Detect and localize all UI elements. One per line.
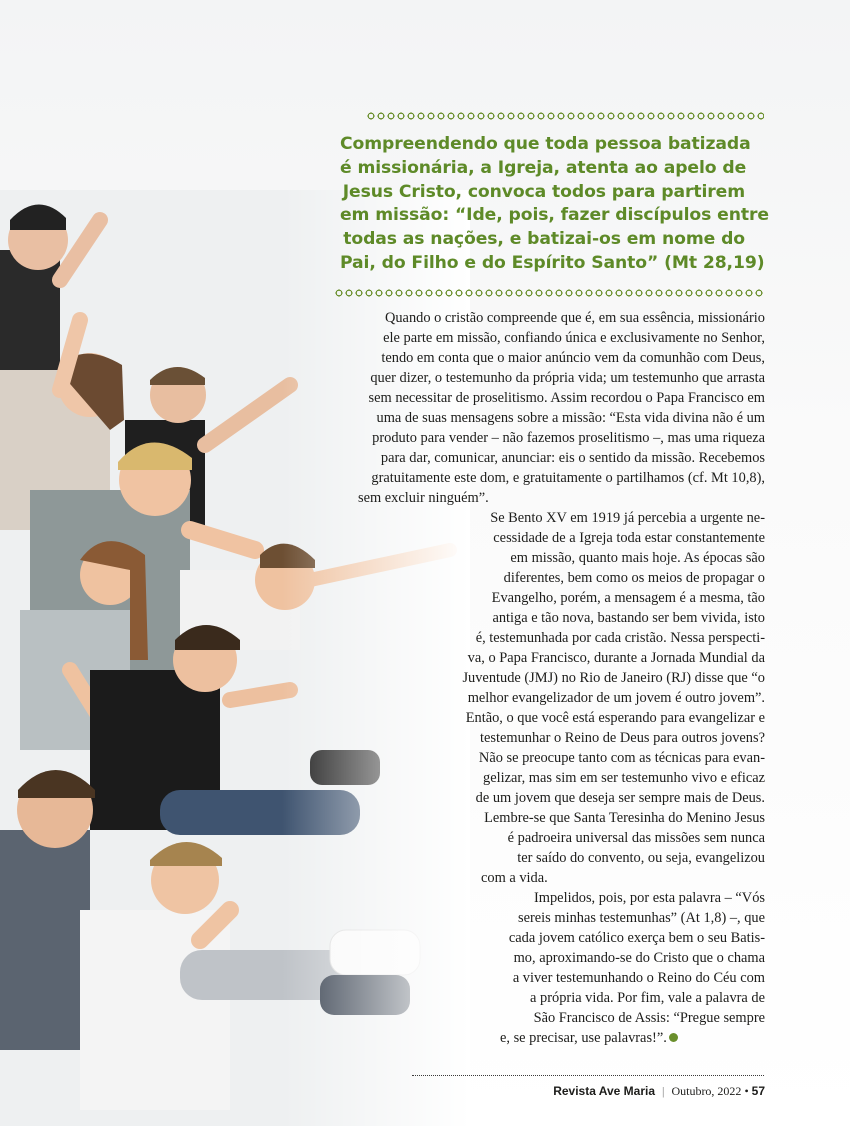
body-line-last [500, 1029, 678, 1049]
body-line: a própria vida. Por fim, vale a palavra de [530, 990, 765, 1006]
body-line: Então, o que você está esperando para evangelizar e [465, 710, 765, 726]
ornamental-divider-top [366, 111, 764, 121]
body-line: Quando o cristão compreende que é, em sua essência, missionário [384, 310, 765, 326]
pull-quote-line: é missionária, a Igreja, atenta ao apelo de [340, 157, 747, 178]
body-line: va, o Papa Francisco, durante a Jornada Mundial da [467, 650, 765, 666]
pull-quote [340, 133, 769, 276]
body-line: é, testemunhada por cada cristão. Nessa perspecti- [475, 630, 765, 646]
body-line: produto para vender – não fazemos proselitismo –, mas uma riqueza [372, 430, 765, 446]
body-line: antiga e tão nova, bastando ser bem vivida, isto [492, 610, 765, 626]
body-line: tendo em conta que o maior anúncio vem da comunhão com Deus, [381, 350, 765, 366]
issue-date: Outubro, 2022 [671, 1084, 742, 1098]
pull-quote-line: Compreendendo que toda pessoa batizada [340, 134, 751, 154]
body-line: Evangelho, porém, a mensagem é a mesma, tão [491, 590, 765, 606]
body-line: testemunhar o Reino de Deus para outros jovens? [480, 730, 765, 746]
body-line-text: e, se precisar, use palavras!”. [500, 1030, 667, 1046]
body-line: Juventude (JMJ) no Rio de Janeiro (RJ) disse que “o [462, 670, 765, 686]
body-line: em missão, quanto mais hoje. As épocas são [510, 550, 765, 566]
pull-quote-line: Pai, do Filho e do Espírito Santo” (Mt 28,19) [340, 252, 765, 273]
footer-rule [412, 1075, 764, 1076]
body-line: cessidade de a Igreja toda estar constantemente [493, 530, 765, 546]
body-line: para dar, comunicar, anunciar: eis o sentido da missão. Recebemos [380, 450, 765, 466]
body-line: sereis minhas testemunhas” (At 1,8) –, que [518, 910, 765, 926]
pull-quote-line: em missão: “Ide, pois, fazer discípulos entre [340, 205, 769, 226]
footer [553, 1084, 765, 1099]
body-line: ter saído do convento, ou seja, evangelizou [517, 850, 765, 866]
body-line: com a vida. [481, 870, 548, 886]
body-line: Impelidos, pois, por esta palavra – “Vós [534, 890, 765, 906]
body-line: uma de suas mensagens sobre a missão: “Esta vida divina não é um [376, 410, 765, 426]
ornamental-divider-bottom [334, 288, 764, 298]
body-line: gratuitamente este dom, e gratuitamente o partilhamos (cf. Mt 10,8), [371, 470, 765, 486]
body-line: melhor evangelizador de um jovem é outro jovem”. [467, 690, 765, 706]
body-line: São Francisco de Assis: “Pregue sempre [533, 1010, 765, 1026]
body-line: mo, aproximando-se do Cristo que o chama [513, 950, 765, 966]
body-line: sem excluir ninguém”. [358, 490, 489, 506]
footer-separator: | [662, 1084, 665, 1098]
body-line: é padroeira universal das missões sem nunca [507, 830, 765, 846]
body-line: quer dizer, o testemunho da própria vida; um testemunho que arrasta [370, 370, 765, 386]
body-line: ele parte em missão, confiando única e exclusivamente no Senhor, [383, 330, 765, 346]
body-line: de um jovem que deseja ser sempre mais de Deus. [475, 790, 765, 806]
footer-bullet: • [744, 1084, 749, 1098]
pull-quote-line: Jesus Cristo, convoca todos para partirem [342, 181, 745, 202]
body-line: cada jovem católico exerça bem o seu Batis- [508, 930, 765, 946]
body-line: Se Bento XV em 1919 já percebia a urgente ne- [490, 510, 765, 526]
pull-quote-line: todas as nações, e batizai-os em nome do [343, 229, 745, 250]
end-mark-icon [669, 1033, 678, 1042]
body-line: gelizar, mas sim em ser testemunho vivo e eficaz [483, 770, 765, 786]
body-line: diferentes, bem como os meios de propagar o [503, 570, 765, 586]
body-line: Não se preocupe tanto com as técnicas para evan- [478, 750, 765, 766]
body-line: a viver testemunhando o Reino do Céu com [512, 970, 765, 986]
body-line: sem necessitar de proselitismo. Assim recordou o Papa Francisco em [368, 390, 765, 406]
body-line: Lembre-se que Santa Teresinha do Menino Jesus [484, 810, 765, 826]
magazine-name: Revista Ave Maria [553, 1084, 656, 1098]
page-number: 57 [751, 1084, 765, 1098]
